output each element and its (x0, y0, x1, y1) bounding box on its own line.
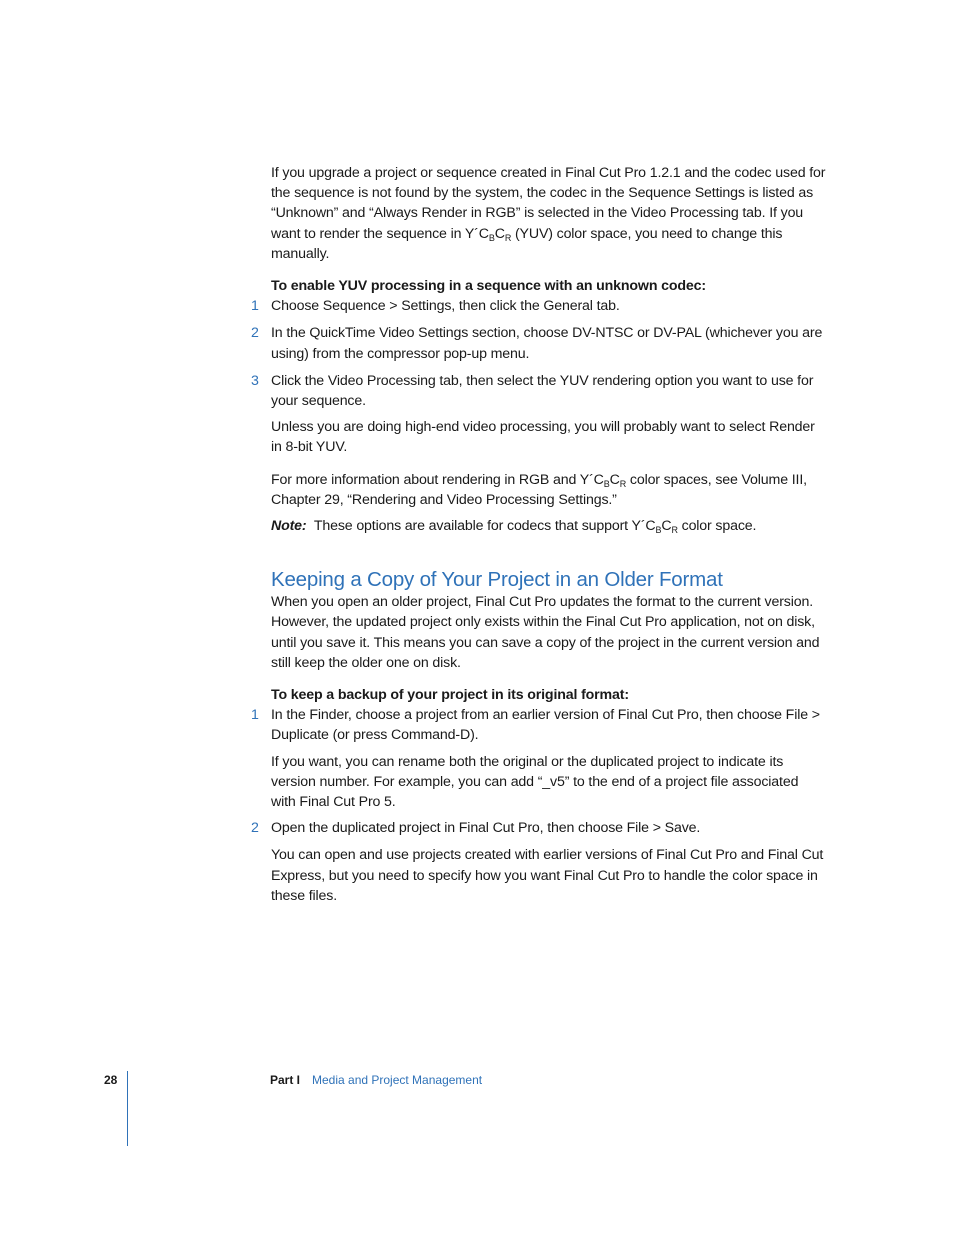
footer-part-label: Part I (270, 1073, 301, 1087)
subscript-r: R (504, 232, 512, 243)
note-label: Note: (271, 518, 307, 535)
step-followup: You can open and use projects created with earlier versions of Final Cut Pro and Final Cut Express, but you need to specify how you want Final Cut Pro to handle the color space in these files. (271, 847, 824, 904)
subscript-b: B (488, 232, 495, 243)
step-item (251, 818, 826, 838)
step-number: 2 (251, 820, 259, 837)
more-info-text-c: C (609, 471, 620, 488)
note-text-c: C (661, 518, 672, 535)
subscript-b: B (603, 478, 610, 489)
subscript-r: R (619, 478, 627, 489)
section-heading: Keeping a Copy of Your Project in an Older Format (271, 568, 723, 592)
step-followup: If you want, you can rename both the original or the duplicated project to indicate its version number. For example, you can add “_v5” to the end of a project file associated with Final Cut Pro 5. (271, 753, 799, 811)
step-item (251, 296, 826, 316)
step-text: In the QuickTime Video Settings section, choose DV-NTSC or DV-PAL (whichever you are using) from the compressor pop-up menu. (271, 325, 823, 362)
step-number: 1 (251, 707, 259, 724)
task-heading-backup: To keep a backup of your project in its original format: (271, 687, 629, 704)
step-followup: Unless you are doing high-end video processing, you will probably want to select Render in 8-bit YUV. (271, 419, 815, 456)
note-text-a: These options are available for codecs that support Y´C (306, 518, 656, 535)
step-number: 3 (251, 372, 259, 389)
step-number: 1 (251, 298, 259, 315)
subscript-r: R (671, 525, 678, 536)
note-text-b: color space. (677, 518, 757, 535)
page-number: 28 (104, 1073, 118, 1087)
intro-text-c: C (494, 225, 505, 242)
step-text: Click the Video Processing tab, then select the YUV rendering option you want to use for your sequence. (271, 372, 814, 410)
intro-paragraph (271, 163, 826, 264)
note-paragraph (271, 516, 826, 536)
more-info-paragraph (271, 470, 826, 510)
step-number: 2 (251, 325, 259, 342)
step-text: Choose Sequence > Settings, then click the General tab. (271, 298, 620, 315)
more-info-text-a: For more information about rendering in RGB and Y´C (271, 471, 604, 488)
intro-text-a: If you upgrade a project or sequence created in Final Cut Pro 1.2.1 and the codec used for the sequence is not found by the system, the codec in the Sequence Settings is listed as “Unknown” and “Always Render in RGB” is selected in the Video Processing tab. If you want to render the sequence in Y´C (271, 165, 826, 242)
step-item (251, 371, 826, 411)
step-item (251, 705, 826, 745)
step-text: Open the duplicated project in Final Cut Pro, then choose File > Save. (271, 820, 701, 837)
footer-part-title: Media and Project Management (312, 1073, 483, 1087)
intro-text-b: (YUV) color space, you need to change this manually. (271, 225, 783, 262)
more-info-text-b: color spaces, see Volume III, Chapter 29, “Rendering and Video Processing Settings.” (271, 471, 807, 508)
footer-divider (127, 1071, 128, 1146)
section-intro: When you open an older project, Final Cut Pro updates the format to the current version. However, the updated project only exists within the Final Cut Pro application, not on disk, until you save it. This means you can save a copy of the project in the current version and still keep the older one on disk. (271, 594, 820, 671)
page-body (251, 163, 826, 906)
task-heading-yuv: To enable YUV processing in a sequence with an unknown codec: (271, 278, 706, 295)
subscript-b: B (655, 525, 662, 536)
step-text: In the Finder, choose a project from an earlier version of Final Cut Pro, then choose File > Duplicate (or press Command-D). (271, 707, 820, 744)
step-item (251, 323, 826, 363)
